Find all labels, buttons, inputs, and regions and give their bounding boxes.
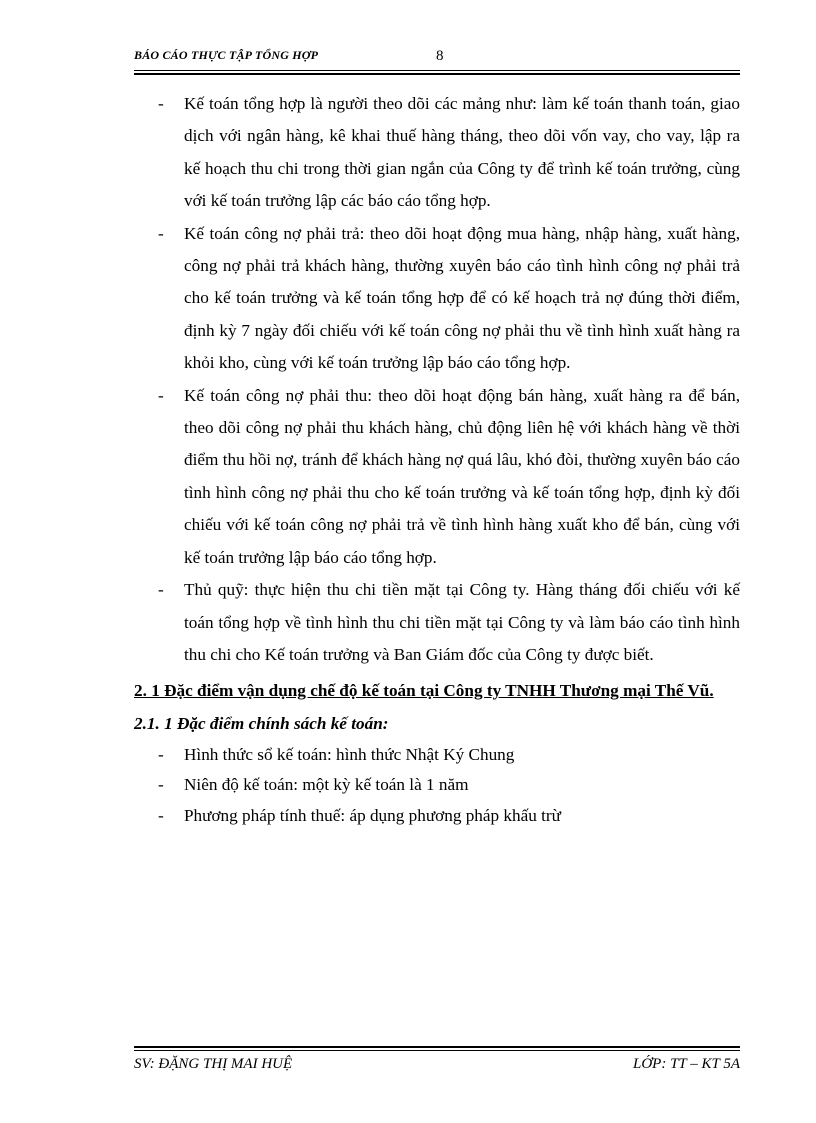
list-item <box>134 380 740 574</box>
student-name: SV: ĐẶNG THỊ MAI HUỆ <box>134 1056 293 1072</box>
page-number: 8 <box>436 48 444 64</box>
bullet-dash: - <box>158 775 164 795</box>
bullet-dash: - <box>158 805 164 825</box>
bullet-dash: - <box>158 94 164 113</box>
list-item-text: Hình thức sổ kế toán: hình thức Nhật Ký Chung <box>184 744 515 764</box>
list-item-text: Kế toán công nợ phải thu: theo dõi hoạt động bán hàng, xuất hàng ra để bán, theo dõi công nợ phải thu khách hàng, chủ động liên hệ với khách hàng về thời điểm thu hồi nợ, tránh để khách hàng nợ quá lâu, khó đòi, thường xuyên báo cáo tình hình công nợ phải thu cho kế toán trưởng và kế toán tổng hợp, định kỳ đối chiếu với kế toán công nợ phải trả về tình hình hàng xuất kho để bán, cùng với kế toán trưởng lập báo cáo tổng hợp. <box>184 385 740 567</box>
list-item <box>134 218 740 380</box>
bullet-dash: - <box>158 744 164 764</box>
list-item <box>134 574 740 671</box>
list-item-text: Niên độ kế toán: một kỳ kế toán là 1 năm <box>184 775 469 795</box>
bullet-dash: - <box>158 223 164 243</box>
list-item-text: Thủ quỹ: thực hiện thu chi tiền mặt tại Công ty. Hàng tháng đối chiếu với kế toán tổng hợp về tình hình thu chi tiền mặt tại Công ty và làm báo cáo tình hình thu chi cho Kế toán trưởng và Ban Giám đốc của Công ty được biết. <box>184 580 740 664</box>
class-code: LỚP: TT – KT 5A <box>633 1056 740 1072</box>
section-heading: 2. 1 Đặc điểm vận dụng chế độ kế toán tại Công ty TNHH Thương mại Thế Vũ. <box>134 681 714 701</box>
list-item <box>134 88 740 218</box>
list-item-text: Kế toán công nợ phải trả: theo dõi hoạt động mua hàng, nhập hàng, xuất hàng, công nợ phải trả khách hàng, thường xuyên báo cáo tình hình công nợ phải trả cho kế toán trưởng và kế toán tổng hợp để có kế hoạch trả nợ đúng thời điểm, định kỳ 7 ngày đối chiếu với kế toán công nợ phải thu về tình hình xuất hàng ra khỏi kho, cùng với kế toán trưởng lập báo cáo tổng hợp. <box>184 223 740 373</box>
list-item <box>134 770 740 801</box>
bullet-dash: - <box>158 580 164 600</box>
header-title: BÁO CÁO THỰC TẬP TỔNG HỢP <box>134 48 319 62</box>
list-item <box>134 740 740 771</box>
sub-heading: 2.1. 1 Đặc điểm chính sách kế toán: <box>134 713 389 733</box>
page-body <box>134 88 740 831</box>
list-item <box>134 801 740 832</box>
list-item-text: Phương pháp tính thuế: áp dụng phương pháp khấu trừ <box>184 805 561 825</box>
page-footer <box>134 1056 740 1078</box>
list-item-text: Kế toán tổng hợp là người theo dõi các mảng như: làm kế toán thanh toán, giao dịch với ngân hàng, kê khai thuế hàng tháng, theo dõi vốn vay, cho vay, lập ra kế hoạch thu chi trong thời gian ngắn của Công ty để trình kế toán trưởng, cùng với kế toán trưởng lập các báo cáo tổng hợp. <box>184 94 740 211</box>
bullet-dash: - <box>158 385 164 405</box>
page-header <box>134 44 740 70</box>
